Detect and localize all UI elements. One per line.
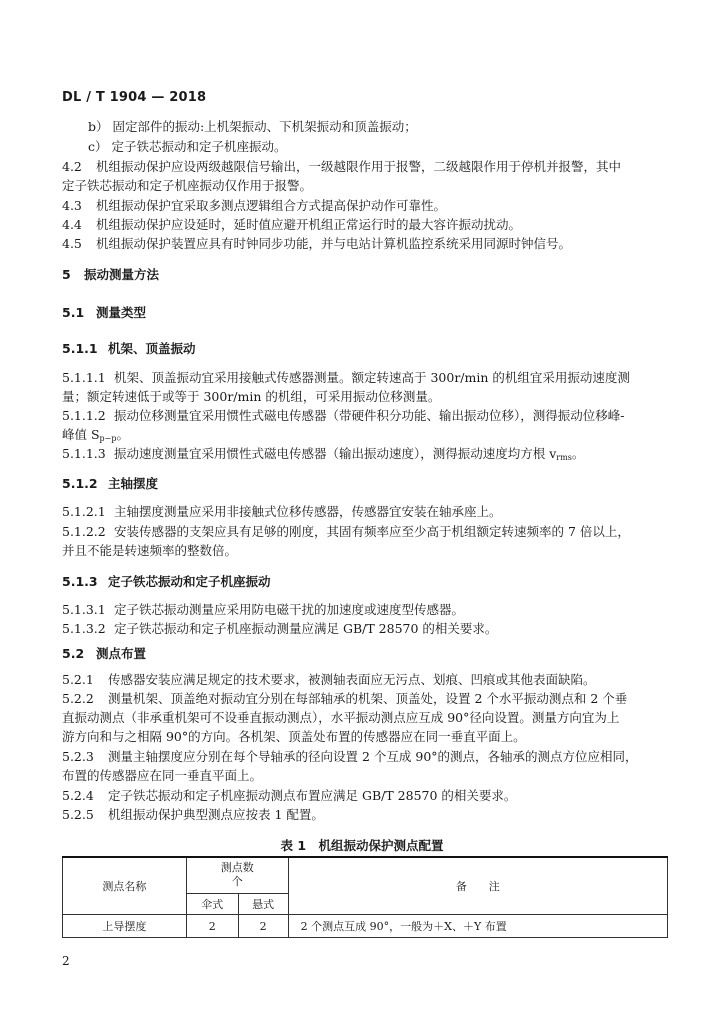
section-heading-5-1-3 [62,574,668,590]
header-remark: 备 注 [288,857,667,915]
header-point-count [186,857,288,893]
clause-5-1-2-1 [62,504,668,520]
cell-remark: 2 个测点互成 90°，一般为＋X、＋Y 布置 [288,915,667,938]
clause-4-5 [62,236,668,252]
clause-4-3 [62,198,668,214]
clause-5-1-1-1-cont: 量；额定转速低于或等于 300r/min 的机组，可采用振动位移测量。 [62,389,441,404]
section-title: 测点布置 [96,646,147,661]
clause-number: 4.3 [62,198,82,213]
measurement-point-table [62,856,668,938]
clause-5-1-1-2-cont [62,427,668,447]
section-number: 5 [62,267,71,282]
clause-text: 传感器安装应满足规定的技术要求，被测轴表面应无污点、划痕、凹痕或其他表面缺陷。 [108,672,596,687]
clause-number: 5.1.3.1 [62,602,106,617]
header-umbrella: 伞式 [186,893,238,914]
symbol-subscript: rms [556,453,572,462]
list-item-c: c） 定子铁芯振动和定子机座振动。 [88,139,287,154]
header-point-name: 测点名称 [63,857,187,915]
table-header-row [63,857,668,893]
clause-text: 机组振动保护装置应具有时钟同步功能，并与电站计算机监控系统采用同源时钟信号。 [96,236,572,251]
clause-5-1-1-2 [62,408,668,424]
section-title: 机架、顶盖振动 [108,341,196,356]
clause-text: 测量机架、顶盖绝对振动宜分别在每部轴承的机架、顶盖处，设置 2 个水平振动测点和 2 个垂 [108,691,628,706]
clause-5-2-1 [62,672,668,688]
clause-4-2-cont: 定子铁芯振动和定子机座振动仅作用于报警。 [62,178,313,193]
clause-text: 定子铁芯振动和定子机座振动测点布置应满足 GB/T 28570 的相关要求。 [108,788,517,803]
header-count-unit: 个 [231,875,243,889]
section-title: 振动测量方法 [84,267,160,282]
list-item-b: b） 固定部件的振动:上机架振动、下机架振动和顶盖振动； [88,119,417,134]
clause-number: 5.2.4 [62,788,94,803]
clause-number: 5.2.5 [62,807,94,822]
clause-text: 定子铁芯振动和定子机座振动测量应满足 GB/T 28570 的相关要求。 [114,621,498,636]
clause-number: 5.2.3 [62,749,94,764]
clause-number: 5.1.2.1 [62,504,106,519]
clause-5-1-1-3 [62,446,668,466]
clause-text: 定子铁芯振动测量应采用防电磁干扰的加速度或速度型传感器。 [114,602,465,617]
cell-suspended: 2 [238,915,288,938]
clause-5-2-3-cont: 布置的传感器应在同一垂直平面上。 [62,768,263,783]
cell-point-name: 上导摆度 [63,915,187,938]
clause-text: 测量主轴摆度应分别在每个导轴承的径向设置 2 个互成 90°的测点，各轴承的测点方位应相同， [108,749,638,764]
clause-5-1-2-2-cont: 并且不能是转速频率的整数倍。 [62,543,238,558]
section-heading-5-1 [62,305,668,321]
clause-number: 5.1.2.2 [62,524,106,539]
clause-5-1-2-2 [62,524,668,540]
section-heading-5 [62,267,668,283]
punctuation: 。 [116,427,130,442]
clause-text: 机组振动保护宜采取多测点逻辑组合方式提高保护动作可靠性。 [96,198,447,213]
clause-number: 4.4 [62,217,82,232]
section-heading-5-1-2 [62,476,668,492]
header-count-label: 测点数 [220,861,254,875]
clause-5-2-4 [62,788,668,804]
clause-4-4 [62,217,668,233]
clause-number: 5.1.1.3 [62,446,106,461]
clause-number: 5.2.1 [62,672,94,687]
header-suspended: 悬式 [238,893,288,914]
section-number: 5.1.1 [62,341,98,356]
section-heading-5-1-1 [62,341,668,357]
section-number: 5.1.3 [62,574,98,589]
clause-number: 5.1.3.2 [62,621,106,636]
section-title: 测量类型 [96,305,147,320]
clause-number: 5.1.1.2 [62,408,106,423]
clause-5-2-3 [62,749,668,765]
punctuation: 。 [571,446,585,461]
clause-5-1-1-1 [62,370,668,386]
section-heading-5-2 [62,646,668,662]
clause-text: 机组振动保护典型测点应按表 1 配置。 [108,807,324,822]
clause-number: 5.1.1.1 [62,370,106,385]
clause-text: 机架、顶盖振动宜采用接触式传感器测量。额定转速高于 300r/min 的机组宜采用振动速度测 [114,370,630,385]
clause-text: 振动位移测量宜采用惯性式磁电传感器（带硬件积分功能、输出振动位移），测得振动位移峰- [114,408,625,423]
clause-text: 振动速度测量宜采用惯性式磁电传感器（输出振动速度），测得振动速度均方根 v [114,446,557,461]
clause-5-1-3-2 [62,621,668,637]
clause-number: 4.2 [62,159,82,174]
section-number: 5.1.2 [62,476,98,491]
clause-text: 机组振动保护应设两级越限信号输出，一级越限作用于报警，二级越限作用于停机并报警，其中 [96,159,622,174]
section-title: 定子铁芯振动和定子机座振动 [108,574,271,589]
clause-text: 主轴摆度测量应采用非接触式位移传感器，传感器宜安装在轴承座上。 [114,504,502,519]
standard-number: DL / T 1904 — 2018 [62,90,207,105]
section-number: 5.1 [62,305,85,320]
clause-5-2-5 [62,807,668,823]
clause-5-1-3-1 [62,602,668,618]
cell-umbrella: 2 [186,915,238,938]
symbol-text: 峰值 S [62,427,100,442]
clause-5-2-2-cont1: 直振动测点（非承重机架可不设垂直振动测点），水平振动测点应互成 90°径向设置。测量方向宜为上 [62,710,620,725]
clause-text: 机组振动保护应设延时，延时值应避开机组正常运行时的最大容许振动扰动。 [96,217,522,232]
page-number: 2 [62,954,70,968]
clause-number: 5.2.2 [62,691,94,706]
section-number: 5.2 [62,646,85,661]
section-title: 主轴摆度 [108,476,159,491]
clause-5-2-2 [62,691,668,707]
clause-5-2-2-cont2: 游方向和与之相隔 90°的方向。各机架、顶盖处布置的传感器应在同一垂直平面上。 [62,729,526,744]
table-row [63,915,668,938]
clause-text: 安装传感器的支架应具有足够的刚度，其固有频率应至少高于机组额定转速频率的 7 倍以上， [114,524,630,539]
table-caption: 表 1 机组振动保护测点配置 [280,838,444,853]
symbol-subscript: p−p [99,434,117,443]
clause-number: 4.5 [62,236,82,251]
clause-4-2 [62,159,668,175]
